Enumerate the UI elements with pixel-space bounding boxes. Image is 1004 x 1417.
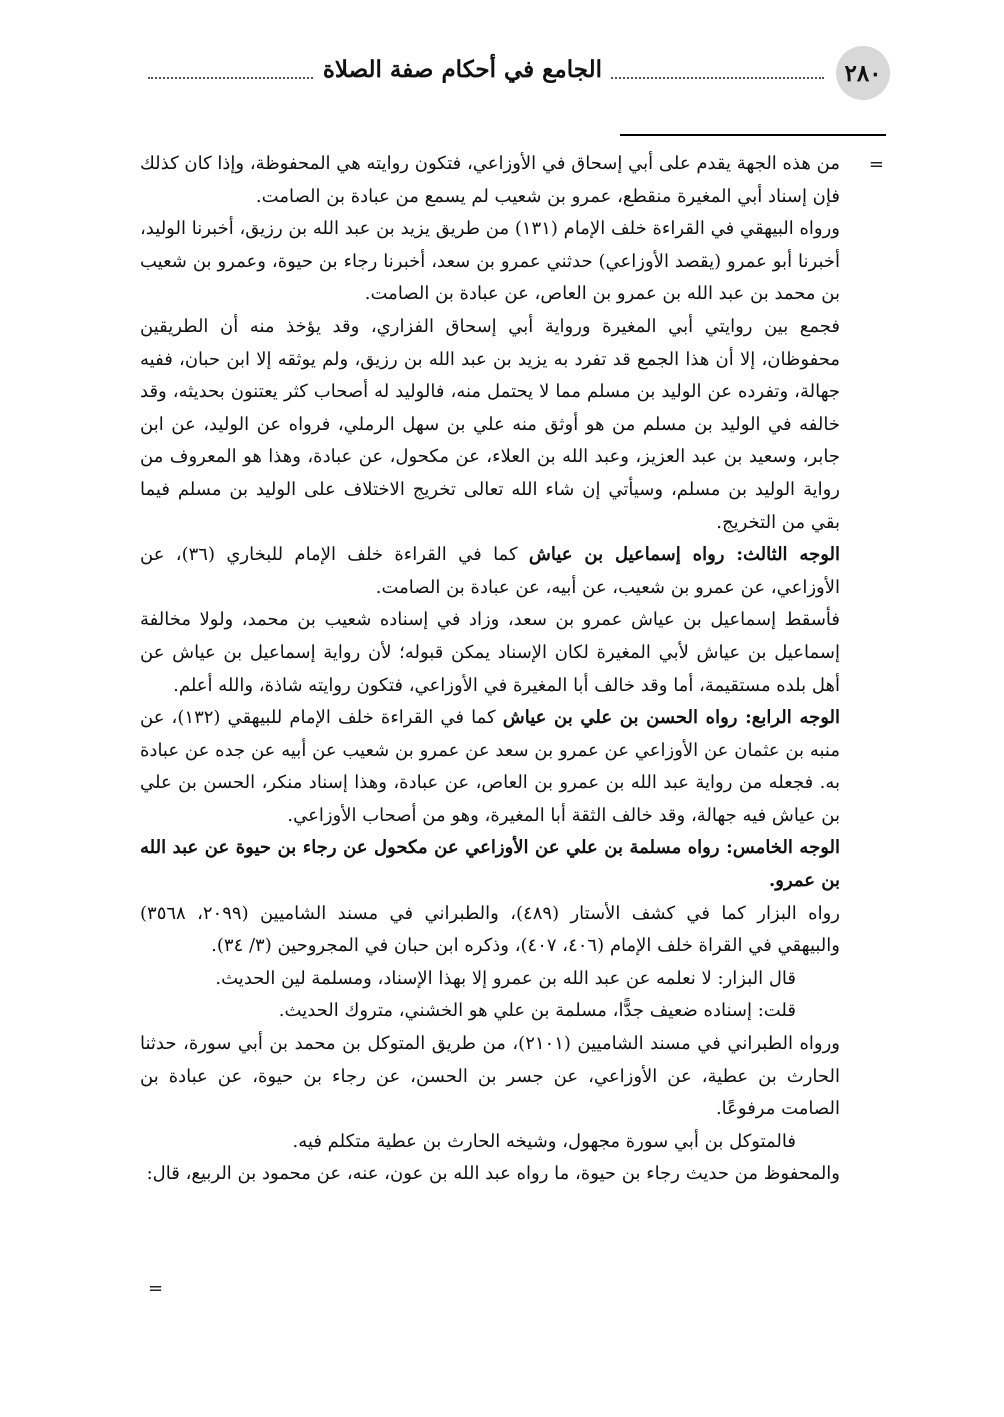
book-title: الجامع في أحكام صفة الصلاة xyxy=(315,56,610,83)
footnote-paragraph xyxy=(140,539,840,604)
footnote-paragraph xyxy=(140,995,840,1028)
paragraph-text: قال البزار: لا نعلمه عن عبد الله بن عمرو إلا بهذا الإسناد، ومسلمة لين الحديث. xyxy=(215,967,796,989)
footnote-paragraph xyxy=(140,604,840,702)
page-header xyxy=(140,46,890,100)
footnote-paragraph xyxy=(140,702,840,832)
footnote-paragraph xyxy=(140,148,840,213)
paragraph-text: ورواه الطبراني في مسند الشاميين (٢١٠١)، من طريق المتوكل بن محمد بن أبي سورة، حدثنا الحارث بن عطية، عن الأوزاعي، عن جسر بن الحسن، عن رجاء بن حيوة، عن عبادة بن الصامت مرفوعًا. xyxy=(140,1033,840,1120)
paragraph-text: فأسقط إسماعيل بن عياش عمرو بن سعد، وزاد في إسناده شعيب بن محمد، ولولا مخالفة إسماعيل بن عياش لأبي المغيرة لكان الإسناد يمكن قبوله؛ لأن رواية إسماعيل بن عياش عن أهل بلده مستقيمة، أما وقد خالف أبا المغيرة في الأوزاعي، فتكون روايته شاذة، والله أعلم. xyxy=(140,609,840,696)
paragraph-text: فجمع بين روايتي أبي المغيرة ورواية أبي إسحاق الفزاري، وقد يؤخذ منه أن الطريقين محفوظان، إلا أن هذا الجمع قد تفرد به يزيد بن عبد الله بن رزيق، ولم يوثقه إلا ابن حبان، ففيه جهالة، وتفرده عن الوليد بن مسلم مما لا يحتمل منه، فالوليد له أصحاب كثر يعتنون بحديثه، وقد خالفه في الوليد بن مسلم من هو أوثق منه علي بن سهل الرملي، فرواه عن الوليد، عن ابن جابر، وسعيد بن عبد العزيز، وعبد الله بن العلاء، عن مكحول، عن عبادة، وهذا هو المعروف من رواية الوليد بن مسلم، وسيأتي إن شاء الله تعالى تخريج الاختلاف على الوليد بن مسلم فيما بقي من التخريج. xyxy=(140,315,840,533)
footnote-paragraph xyxy=(140,1158,840,1191)
paragraph-lead-heading: الوجه الثالث: رواه إسماعيل بن عياش xyxy=(528,544,840,566)
continuation-mark-start: = xyxy=(868,154,884,175)
footnote-paragraph xyxy=(140,832,840,897)
paragraph-text: قلت: إسناده ضعيف جدًّا، مسلمة بن علي هو الخشني، متروك الحديث. xyxy=(278,1000,796,1022)
paragraph-text: ورواه البيهقي في القراءة خلف الإمام (١٣١) من طريق يزيد بن عبد الله بن رزيق، أخبرنا الوليد، أخبرنا أبو عمرو (يقصد الأوزاعي) حدثني عمرو بن سعد، أخبرنا رجاء بن حيوة، وعمرو بن شعيب بن محمد بن عبد الله بن عمرو بن العاص، عن عبادة بن الصامت. xyxy=(140,218,840,305)
footnote-body xyxy=(140,148,840,1191)
paragraph-text: كما في القراءة خلف الإمام للبخاري (٣٦)، عن الأوزاعي، عن عمرو بن شعيب، عن أبيه، عن عبادة بن الصامت. xyxy=(140,544,840,598)
page-number-badge: ٢٨٠ xyxy=(836,46,890,100)
footnote-separator-line xyxy=(620,134,886,136)
paragraph-text: كما في القراءة خلف الإمام للبيهقي (١٣٢)، عن منبه بن عثمان عن الأوزاعي عن عمرو بن سعد عن عمرو بن شعيب عن أبيه عن جده عن عبادة به. فجعله من رواية عبد الله بن عمرو بن العاص، عن عبادة، وهذا إسناد منكر، الحسن بن علي بن عياش فيه جهالة، وقد خالف الثقة أبا المغيرة، وهو من أصحاب الأوزاعي. xyxy=(140,707,840,826)
footnote-paragraph xyxy=(140,1126,840,1159)
paragraph-text: فالمتوكل بن أبي سورة مجهول، وشيخه الحارث بن عطية متكلم فيه. xyxy=(292,1130,796,1152)
footnote-paragraph xyxy=(140,1028,840,1126)
paragraph-lead-heading: الوجه الرابع: رواه الحسن بن علي بن عياش xyxy=(502,707,841,729)
footnote-paragraph xyxy=(140,963,840,996)
paragraph-text: رواه البزار كما في كشف الأستار (٤٨٩)، والطبراني في مسند الشاميين (٢٠٩٩، ٣٥٦٨) والبيهقي في القراة خلف الإمام (٤٠٦، ٤٠٧)، وذكره ابن حبان في المجروحين (٣/ ٣٤). xyxy=(140,902,840,957)
paragraph-text: والمحفوظ من حديث رجاء بن حيوة، ما رواه عبد الله بن عون، عنه، عن محمود بن الربيع، قال: xyxy=(146,1163,840,1185)
footnote-paragraph xyxy=(140,213,840,311)
paragraph-lead-heading: الوجه الخامس: رواه مسلمة بن علي عن الأوزاعي عن مكحول عن رجاء بن حيوة عن عبد الله بن عمرو. xyxy=(140,837,840,892)
footnote-paragraph xyxy=(140,311,840,539)
continuation-mark-end: = xyxy=(148,1278,164,1299)
paragraph-text: من هذه الجهة يقدم على أبي إسحاق في الأوزاعي، فتكون روايته هي المحفوظة، وإذا كان كذلك فإن إسناد أبي المغيرة منقطع، عمرو بن شعيب لم يسمع من عبادة بن الصامت. xyxy=(140,153,840,207)
footnote-paragraph xyxy=(140,898,840,963)
